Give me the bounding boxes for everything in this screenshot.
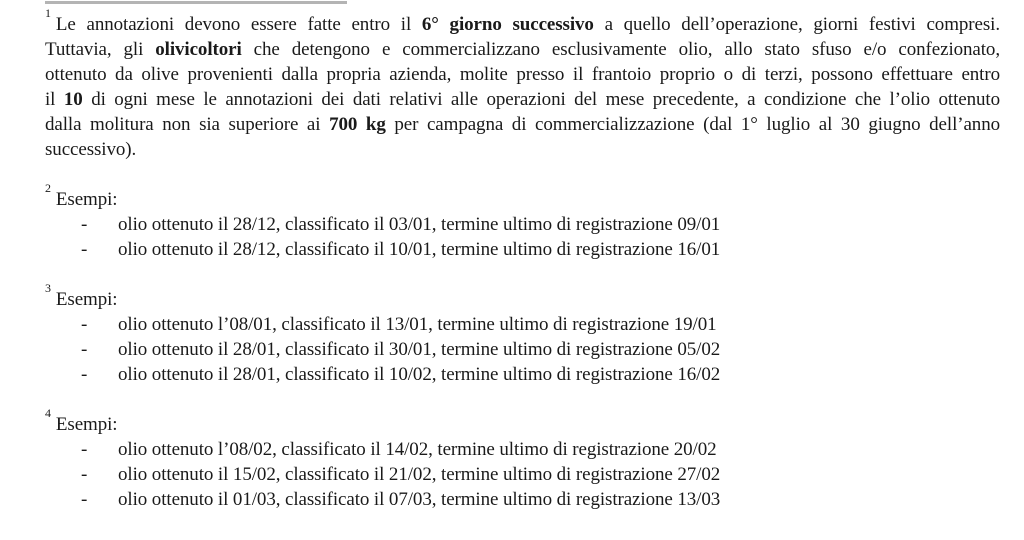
bold-text-segment: 6° giorno successivo — [421, 14, 594, 35]
footnote-marker: 2 — [45, 180, 51, 195]
footnote-text-line — [45, 137, 1000, 162]
text-segment: per campagna di commercializzazione (dal 1° luglio al 30 giugno dell’anno — [385, 114, 1001, 135]
dash-bullet: - — [81, 464, 88, 485]
text-segment: successivo). — [45, 139, 137, 160]
example-item-text: olio ottenuto il 28/01, classificato il 10/02, termine ultimo di registrazione 16/02 — [118, 364, 721, 385]
example-item — [45, 462, 1000, 487]
text-segment: dalla molitura non sia superiore ai — [45, 114, 330, 135]
example-item-text: olio ottenuto il 15/02, classificato il 21/02, termine ultimo di registrazione 27/02 — [118, 464, 721, 485]
example-item — [45, 237, 1000, 262]
dash-bullet: - — [81, 364, 88, 385]
example-item — [45, 212, 1000, 237]
example-item-text: olio ottenuto l’08/02, classificato il 14/02, termine ultimo di registrazione 20/02 — [118, 439, 717, 460]
example-item-text: olio ottenuto il 28/12, classificato il 03/01, termine ultimo di registrazione 09/01 — [118, 214, 721, 235]
text-segment: Le annotazioni devono essere fatte entro il — [55, 14, 422, 35]
footnote-text-line — [45, 87, 1000, 112]
example-item — [45, 362, 1000, 387]
footnote-text-line — [45, 112, 1000, 137]
example-item-text: olio ottenuto il 28/01, classificato il 30/01, termine ultimo di registrazione 05/02 — [118, 339, 721, 360]
example-item-text: olio ottenuto il 28/12, classificato il 10/01, termine ultimo di registrazione 16/01 — [118, 239, 721, 260]
bold-text-segment: 10 — [63, 89, 83, 110]
dash-bullet: - — [81, 339, 88, 360]
example-item-text: olio ottenuto il 01/03, classificato il 07/03, termine ultimo di registrazione 13/03 — [118, 489, 721, 510]
footnote-text-line — [45, 62, 1000, 87]
footnote-separator-rule — [45, 1, 347, 4]
examples-label: Esempi: — [55, 289, 118, 310]
dash-bullet: - — [81, 439, 88, 460]
text-segment: di ogni mese le annotazioni dei dati relativi alle operazioni del mese precedente, a condizione che l’olio ottenuto — [82, 89, 1000, 110]
footnote-3 — [45, 280, 1000, 387]
examples-label-line — [45, 280, 1000, 312]
examples-label: Esempi: — [55, 189, 118, 210]
examples-label-line — [45, 180, 1000, 212]
dash-bullet: - — [81, 214, 88, 235]
text-segment: il — [45, 89, 64, 110]
footnote-marker: 3 — [45, 280, 51, 295]
text-segment: ottenuto da olive provenienti dalla propria azienda, molite presso il frantoio proprio o di terzi, possono effettuare entro — [45, 64, 1000, 85]
dash-bullet: - — [81, 489, 88, 510]
footnote-text-line — [45, 37, 1000, 62]
example-item — [45, 312, 1000, 337]
dash-bullet: - — [81, 239, 88, 260]
example-item — [45, 337, 1000, 362]
text-segment: a quello dell’operazione, giorni festivi compresi. — [593, 14, 1000, 35]
bold-text-segment: olivicoltori — [155, 39, 242, 60]
footnote-text-line — [45, 5, 1000, 37]
footnote-2 — [45, 180, 1000, 262]
text-segment: che detengono e commercializzano esclusivamente olio, allo stato sfuso e/o confezionato, — [241, 39, 1000, 60]
examples-label-line — [45, 405, 1000, 437]
example-item — [45, 437, 1000, 462]
example-item — [45, 487, 1000, 512]
example-item-text: olio ottenuto l’08/01, classificato il 13/01, termine ultimo di registrazione 19/01 — [118, 314, 717, 335]
text-segment: Tuttavia, gli — [45, 39, 156, 60]
bold-text-segment: 700 kg — [329, 114, 386, 135]
footnote-1 — [45, 5, 1001, 162]
dash-bullet: - — [81, 314, 88, 335]
footnote-marker: 1 — [45, 5, 51, 20]
footnote-marker: 4 — [45, 405, 51, 420]
examples-label: Esempi: — [55, 414, 118, 435]
footnotes-section — [45, 5, 1001, 512]
footnote-4 — [45, 405, 1000, 512]
